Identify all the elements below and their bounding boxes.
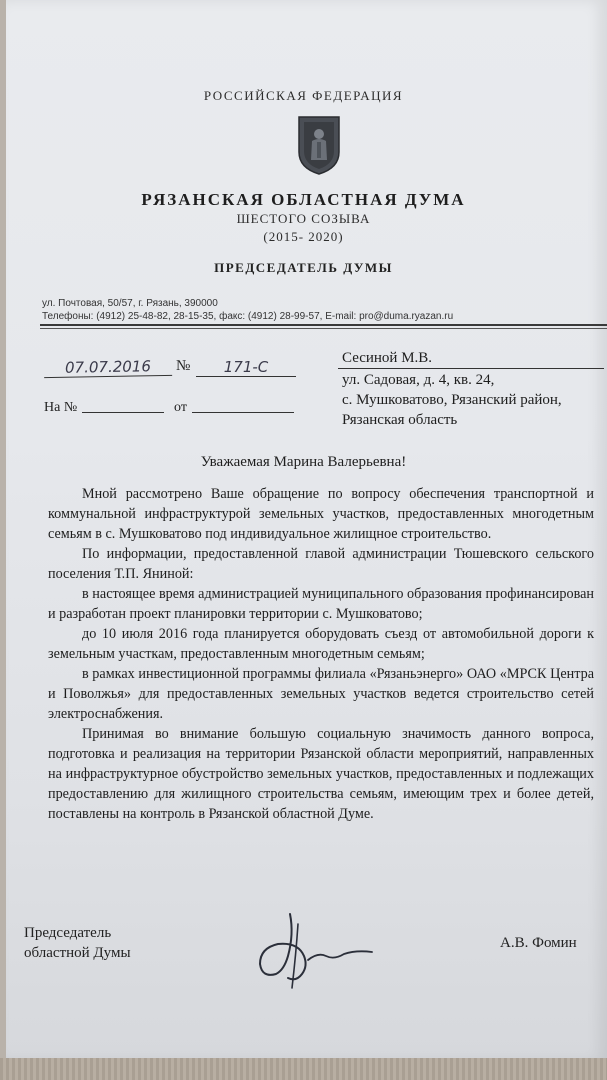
chairman-heading: ПРЕДСЕДАТЕЛЬ ДУМЫ: [214, 260, 393, 275]
signatory-position: Председатель: [24, 925, 112, 941]
registration-number: 171-С: [196, 358, 296, 377]
contact-phones: Телефоны: (4912) 25-48-82, 28-15-35, факс: (4912) 28-99-57, E-mail: pro@duma.ryazan.ru: [42, 311, 454, 322]
reply-date-blank: [192, 412, 294, 413]
letter-body: [48, 484, 594, 824]
federation-heading: РОССИЙСКАЯ ФЕДЕРАЦИЯ: [203, 88, 404, 103]
reply-to-label: На №: [44, 400, 78, 415]
recipient-address-line: с. Мушковатово, Рязанский район,: [342, 392, 562, 408]
body-paragraph: По информации, предоставленной главой администрации Тюшевского сельского поселения Т.П. Яниной:: [48, 546, 594, 582]
header-divider-thin: [40, 328, 607, 329]
recipient-address-line: Рязанская область: [342, 412, 458, 428]
body-paragraph: Принимая во внимание большую социальную значимость данного вопроса, подготовка и реализация на территории Рязанской области мероприятий, направленных на инфраструктурное обустройство земельных участков, предоставленных и подлежащих предоставлению для жилищного строительства семьям, имеющим трех и более детей, поставлены на контроль в Рязанской областной Думе.: [48, 726, 594, 822]
recipient-name: Сесиной М.В.: [342, 350, 433, 366]
signatory-name: А.В. Фомин: [500, 935, 577, 951]
reply-to-blank: [82, 412, 164, 413]
recipient-address-line: ул. Садовая, д. 4, кв. 24,: [342, 372, 495, 388]
handwritten-signature: [248, 904, 378, 994]
body-paragraph: Мной рассмотрено Ваше обращение по вопросу обеспечения транспортной и коммунальной инфраструктурой земельных участков, предоставленных многодетным семьям в с. Мушковатово под индивидуальное жилищное строительство.: [48, 486, 594, 542]
signatory-position: областной Думы: [24, 945, 131, 961]
header-divider: [40, 324, 607, 326]
registration-date: 07.07.2016: [44, 357, 172, 378]
duma-title: РЯЗАНСКАЯ ОБЛАСТНАЯ ДУМА: [141, 190, 466, 209]
body-paragraph: до 10 июля 2016 года планируется оборудовать съезд от автомобильной дороги к земельным участкам, предоставленным многодетным семьям;: [48, 626, 594, 662]
term-years: (2015- 2020): [263, 229, 344, 244]
coat-of-arms-emblem: [296, 114, 342, 176]
body-paragraph: в рамках инвестиционной программы филиала «Рязаньэнерго» ОАО «МРСК Центра и Поволжья» для предоставленных земельных участков ведется строительство сетей электроснабжения.: [48, 666, 594, 722]
tablecloth-background: [0, 1058, 607, 1080]
postal-address: ул. Почтовая, 50/57, г. Рязань, 390000: [42, 298, 218, 309]
salutation: Уважаемая Марина Валерьевна!: [200, 454, 407, 470]
registration-number-label: №: [176, 358, 191, 374]
convocation-subtitle: ШЕСТОГО СОЗЫВА: [236, 211, 371, 226]
recipient-underline: [338, 368, 604, 369]
reply-date-label: от: [174, 400, 187, 415]
body-paragraph: в настоящее время администрацией муниципального образования профинансирован и разработан проект планировки территории с. Мушковатово;: [48, 586, 594, 622]
